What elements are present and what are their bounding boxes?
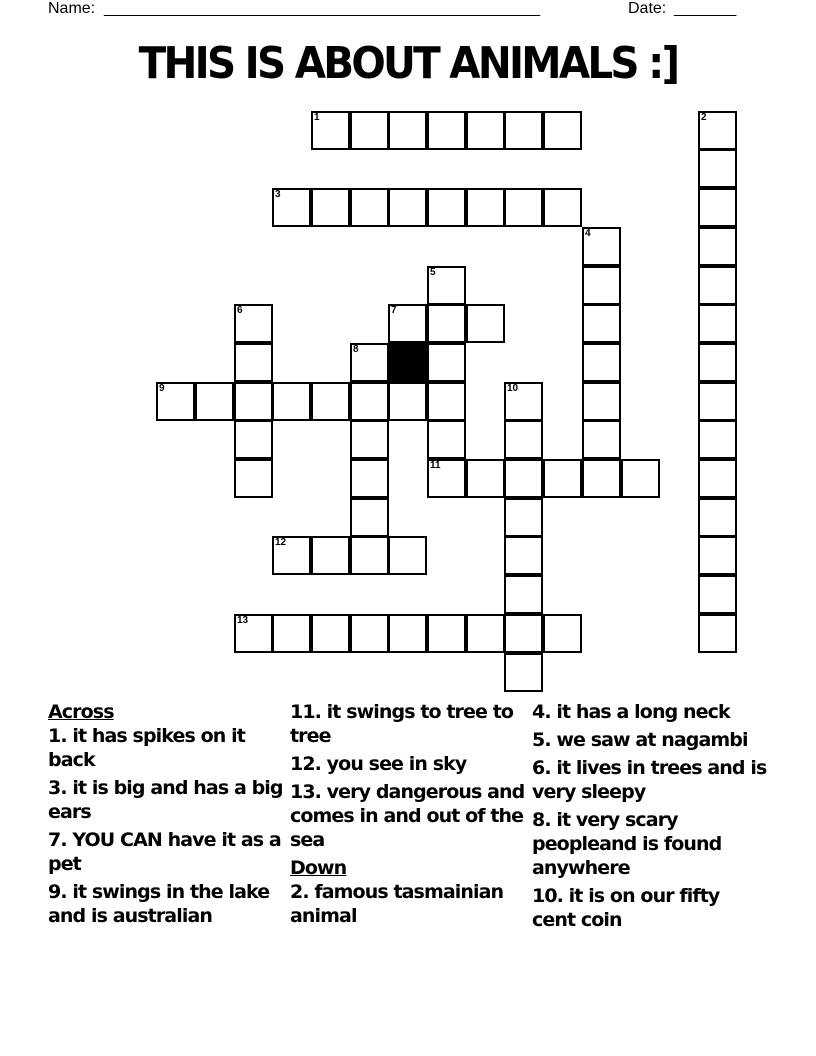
grid-cell[interactable] bbox=[698, 536, 737, 575]
grid-cell[interactable] bbox=[504, 459, 543, 498]
clue-text: it lives in trees and is very sleepy bbox=[532, 757, 767, 803]
clue-number: 10 bbox=[507, 383, 519, 394]
grid-cell[interactable] bbox=[427, 188, 466, 227]
clue-down-10 bbox=[532, 884, 767, 932]
clue-num: 9. bbox=[48, 881, 67, 903]
grid-cell[interactable] bbox=[311, 111, 350, 150]
grid-cell[interactable] bbox=[311, 188, 350, 227]
grid-cell[interactable] bbox=[698, 149, 737, 188]
grid-cell[interactable] bbox=[621, 459, 660, 498]
page-title: THIS IS ABOUT ANIMALS :] bbox=[138, 38, 678, 89]
grid-cell[interactable] bbox=[427, 420, 466, 459]
grid-cell[interactable] bbox=[504, 382, 543, 421]
date-line: _______ bbox=[674, 0, 737, 17]
grid-cell[interactable] bbox=[582, 382, 621, 421]
grid-cell[interactable] bbox=[504, 498, 543, 537]
grid-cell[interactable] bbox=[504, 111, 543, 150]
across-heading: Across bbox=[48, 701, 114, 723]
clue-number: 2 bbox=[701, 112, 707, 123]
grid-cell[interactable] bbox=[466, 111, 505, 150]
clue-num: 8. bbox=[532, 809, 551, 831]
clue-text: we saw at nagambi bbox=[550, 729, 748, 751]
grid-cell[interactable] bbox=[388, 304, 427, 343]
clue-number: 11 bbox=[430, 460, 441, 471]
clue-text: you see in sky bbox=[320, 753, 467, 775]
grid-cell[interactable] bbox=[234, 343, 273, 382]
grid-cell[interactable] bbox=[388, 111, 427, 150]
grid-cell[interactable] bbox=[698, 498, 737, 537]
grid-cell[interactable] bbox=[504, 420, 543, 459]
grid-cell[interactable] bbox=[272, 382, 311, 421]
grid-cell[interactable] bbox=[388, 188, 427, 227]
grid-cell[interactable] bbox=[543, 459, 582, 498]
clue-num: 13. bbox=[290, 781, 321, 803]
grid-cell[interactable] bbox=[543, 188, 582, 227]
grid-cell[interactable] bbox=[427, 304, 466, 343]
clue-num: 1. bbox=[48, 725, 67, 747]
grid-cell[interactable] bbox=[234, 459, 273, 498]
grid-cell[interactable] bbox=[582, 304, 621, 343]
clue-num: 5. bbox=[532, 729, 551, 751]
grid-cell[interactable] bbox=[504, 614, 543, 653]
clue-across-9 bbox=[48, 880, 283, 928]
clue-text: it has a long neck bbox=[550, 701, 730, 723]
clue-text: it swings in the lake and is australian bbox=[48, 881, 270, 927]
grid-cell[interactable] bbox=[234, 304, 273, 343]
clue-text: YOU CAN have it as a pet bbox=[48, 829, 281, 875]
grid-cell[interactable] bbox=[466, 614, 505, 653]
grid-cell[interactable] bbox=[427, 266, 466, 305]
clue-number: 8 bbox=[353, 344, 359, 355]
grid-cell[interactable] bbox=[466, 459, 505, 498]
grid-cell[interactable] bbox=[504, 575, 543, 614]
clue-number: 3 bbox=[275, 189, 281, 200]
clue-num: 10. bbox=[532, 885, 563, 907]
grid-cell[interactable] bbox=[350, 111, 389, 150]
clue-text: it is on our fifty cent coin bbox=[532, 885, 720, 931]
clue-column-1 bbox=[48, 700, 283, 932]
grid-cell[interactable] bbox=[698, 343, 737, 382]
grid-cell[interactable] bbox=[272, 188, 311, 227]
grid-cell[interactable] bbox=[543, 614, 582, 653]
clue-num: 11. bbox=[290, 701, 321, 723]
name-label: Name: bbox=[48, 0, 96, 17]
grid-cell[interactable] bbox=[388, 614, 427, 653]
grid-cell[interactable] bbox=[698, 188, 737, 227]
name-line: _________________________________________________ bbox=[104, 0, 541, 17]
clue-across-3 bbox=[48, 776, 283, 824]
grid-cell[interactable] bbox=[427, 459, 466, 498]
grid-cell[interactable] bbox=[195, 382, 234, 421]
grid-cell[interactable] bbox=[350, 343, 389, 382]
grid-cell[interactable] bbox=[311, 536, 350, 575]
clue-num: 6. bbox=[532, 757, 551, 779]
clue-text: famous tasmainian animal bbox=[290, 881, 504, 927]
clue-across-13 bbox=[290, 780, 525, 852]
grid-cell[interactable] bbox=[582, 459, 621, 498]
grid-cell[interactable] bbox=[234, 382, 273, 421]
grid-cell[interactable] bbox=[234, 420, 273, 459]
clue-number: 13 bbox=[237, 615, 249, 626]
clue-down-2 bbox=[290, 880, 525, 928]
grid-cell[interactable] bbox=[504, 536, 543, 575]
grid-block-cell bbox=[388, 343, 427, 382]
grid-cell[interactable] bbox=[156, 382, 195, 421]
clue-down-5 bbox=[532, 728, 767, 752]
grid-cell[interactable] bbox=[582, 420, 621, 459]
clue-num: 4. bbox=[532, 701, 551, 723]
clue-number: 5 bbox=[430, 267, 436, 278]
clue-number: 4 bbox=[585, 228, 591, 239]
clue-text: it has spikes on it back bbox=[48, 725, 245, 771]
grid-cell[interactable] bbox=[543, 111, 582, 150]
grid-cell[interactable] bbox=[582, 343, 621, 382]
clue-number: 1 bbox=[314, 112, 320, 123]
grid-cell[interactable] bbox=[350, 459, 389, 498]
grid-cell[interactable] bbox=[698, 382, 737, 421]
grid-cell[interactable] bbox=[388, 536, 427, 575]
grid-cell[interactable] bbox=[427, 614, 466, 653]
clue-column-2 bbox=[290, 700, 525, 932]
grid-cell[interactable] bbox=[582, 227, 621, 266]
grid-cell[interactable] bbox=[698, 304, 737, 343]
date-label: Date: bbox=[628, 0, 667, 17]
grid-cell[interactable] bbox=[311, 382, 350, 421]
clue-number: 6 bbox=[237, 305, 243, 316]
clue-text: it very scary peopleand is found anywhere bbox=[532, 809, 722, 879]
grid-cell[interactable] bbox=[698, 614, 737, 653]
grid-cell[interactable] bbox=[466, 304, 505, 343]
grid-cell[interactable] bbox=[427, 382, 466, 421]
grid-cell[interactable] bbox=[698, 575, 737, 614]
clue-text: it swings to tree to tree bbox=[290, 701, 514, 747]
grid-cell[interactable] bbox=[272, 536, 311, 575]
clue-across-1 bbox=[48, 724, 283, 772]
clue-num: 2. bbox=[290, 881, 309, 903]
clue-text: very dangerous and comes in and out of the sea bbox=[290, 781, 525, 851]
clue-number: 7 bbox=[391, 305, 397, 316]
grid-cell[interactable] bbox=[698, 111, 737, 150]
grid-cell[interactable] bbox=[272, 614, 311, 653]
grid-cell[interactable] bbox=[350, 382, 389, 421]
grid-cell[interactable] bbox=[388, 382, 427, 421]
clue-number: 12 bbox=[275, 537, 287, 548]
clue-num: 3. bbox=[48, 777, 67, 799]
grid-cell[interactable] bbox=[350, 536, 389, 575]
clue-across-7 bbox=[48, 828, 283, 876]
grid-cell[interactable] bbox=[698, 459, 737, 498]
clue-down-8 bbox=[532, 808, 767, 880]
clue-text: it is big and has a big ears bbox=[48, 777, 283, 823]
grid-cell[interactable] bbox=[582, 266, 621, 305]
grid-cell[interactable] bbox=[234, 614, 273, 653]
grid-cell[interactable] bbox=[698, 227, 737, 266]
grid-cell[interactable] bbox=[698, 266, 737, 305]
clue-column-3 bbox=[532, 700, 767, 936]
grid-cell[interactable] bbox=[504, 188, 543, 227]
grid-cell[interactable] bbox=[350, 188, 389, 227]
clue-number: 9 bbox=[159, 383, 165, 394]
grid-cell[interactable] bbox=[350, 498, 389, 537]
grid-cell[interactable] bbox=[427, 111, 466, 150]
down-heading: Down bbox=[290, 857, 347, 879]
grid-cell[interactable] bbox=[466, 188, 505, 227]
clue-down-4 bbox=[532, 700, 767, 724]
grid-cell[interactable] bbox=[504, 653, 543, 692]
grid-cell[interactable] bbox=[698, 420, 737, 459]
clue-num: 12. bbox=[290, 753, 321, 775]
clue-down-6 bbox=[532, 756, 767, 804]
clue-num: 7. bbox=[48, 829, 67, 851]
clue-across-12 bbox=[290, 752, 525, 776]
clue-across-11 bbox=[290, 700, 525, 748]
grid-cell[interactable] bbox=[350, 614, 389, 653]
grid-cell[interactable] bbox=[350, 420, 389, 459]
grid-cell[interactable] bbox=[427, 343, 466, 382]
grid-cell[interactable] bbox=[311, 614, 350, 653]
